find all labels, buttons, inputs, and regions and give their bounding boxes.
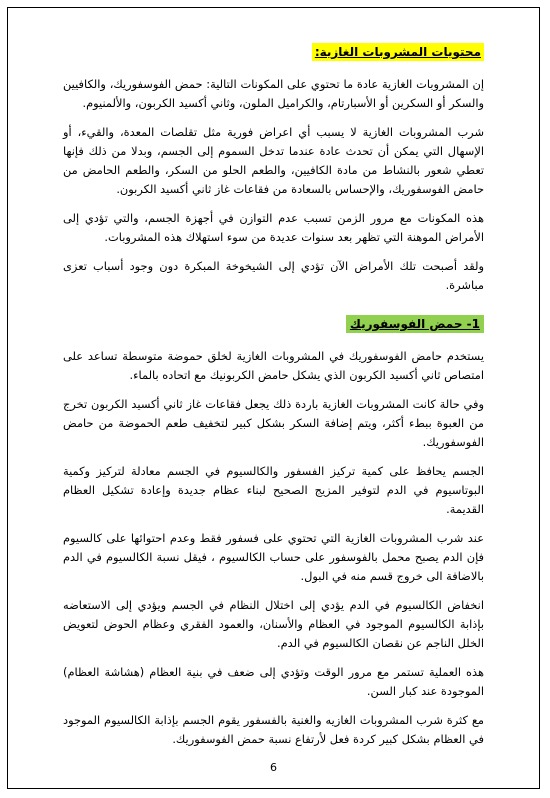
paragraph: انخفاض الكالسيوم في الدم يؤدي إلى اختلال النظام في الجسم ويؤدي إلى الاستعاضه بإذابة الكالسيوم الموجود في العظام والأسنان، والعمود الفقري وعظام الحوض لتعويض الخلل الناجم عن نقصان الكالسيوم في الدم.	[63, 598, 484, 650]
page-number: 6	[270, 761, 277, 774]
document-body	[63, 41, 484, 759]
paragraph: إن المشروبات الغازية عادة ما تحتوي على المكونات التالية: حمض الفوسفوريك، والكافيين والسكر أو السكرين أو الأسبارتام، والكراميل الملون، وثاني أكسيد الكربون، والألمنيوم.	[63, 77, 484, 110]
paragraph: مع كثرة شرب المشروبات الغازيه والغنية بالفسفور يقوم الجسم بإذابة الكالسيوم الموجود في العظام بشكل كبير كردة فعل لأرتفاع نسبة حمض الفوسفوريك.	[63, 713, 484, 746]
paragraph: عند شرب المشروبات الغازية التي تحتوي على فسفور فقط وعدم احتوائها على كالسيوم فإن الدم يصبح محمل بالفوسفور على حساب الكالسيوم ، فيقل نسبة الكالسيوم في الدم بالاضافة الى خروج قسم منه في البول.	[63, 531, 484, 583]
paragraph: هذه المكونات مع مرور الزمن تسبب عدم التوازن في أجهزة الجسم، والتي تؤدي إلى الأمراض الموهنة التي تظهر بعد سنوات عديدة من سوء استهلاك هذه المشروبات.	[63, 211, 484, 244]
paragraph: يستخدم حامض الفوسفوريك في المشروبات الغازية لخلق حموضة متوسطة تساعد على امتصاص ثاني أكسيد الكربون الذي يشكل حامض الكربونيك مع اتحاده بالماء.	[63, 349, 484, 382]
paragraph: ولقد أصبحت تلك الأمراض الآن تؤدي إلى الشيخوخة المبكرة دون وجود أسباب تعزى مباشرة.	[63, 259, 484, 292]
paragraph: شرب المشروبات الغازية لا يسبب أي اعراض فورية مثل تقلصات المعدة، والقيء، أو الإسهال التي يمكن أن تحدث عادة عندما تدخل السموم إلى الجسم، وبدلا من ذلك فإنها تعطي شعور بالنشاط من مادة الكافيين، والطعم الحلو من السكر، والطعم الحامض من حامض الفوسفوريك، والإحساس بالسعادة من فقاعات غاز ثاني أكسيد الكربون.	[63, 125, 484, 196]
paragraph: الجسم يحافظ على كمية تركيز الفسفور والكالسيوم في الجسم معادلة لتركيز وكمية البوتاسيوم في الدم لتوفير المزيج الصحيح لبناء عظام جديدة وإعادة تشكيل العظام القديمة.	[63, 464, 484, 516]
paragraph: وفي حالة كانت المشروبات الغازية باردة ذلك يجعل فقاعات غاز ثاني أكسيد الكربون تخرج من العبوة ببطء أكثر، ويتم إضافة السكر بشكل كبير لتخفيف طعم الحموضة من حامض الفوسفوريك.	[63, 397, 484, 449]
paragraph: هذه العملية تستمر مع مرور الوقت وتؤدي إلى ضعف في بنية العظام (هشاشة العظام) الموجودة عند كبار السن.	[63, 665, 484, 698]
section-heading-contents: محتويات المشروبات الغازية:	[312, 43, 484, 61]
section-heading-phosphoric-acid: 1- حمض الفوسفوريك	[346, 315, 484, 333]
page-border	[7, 7, 540, 789]
